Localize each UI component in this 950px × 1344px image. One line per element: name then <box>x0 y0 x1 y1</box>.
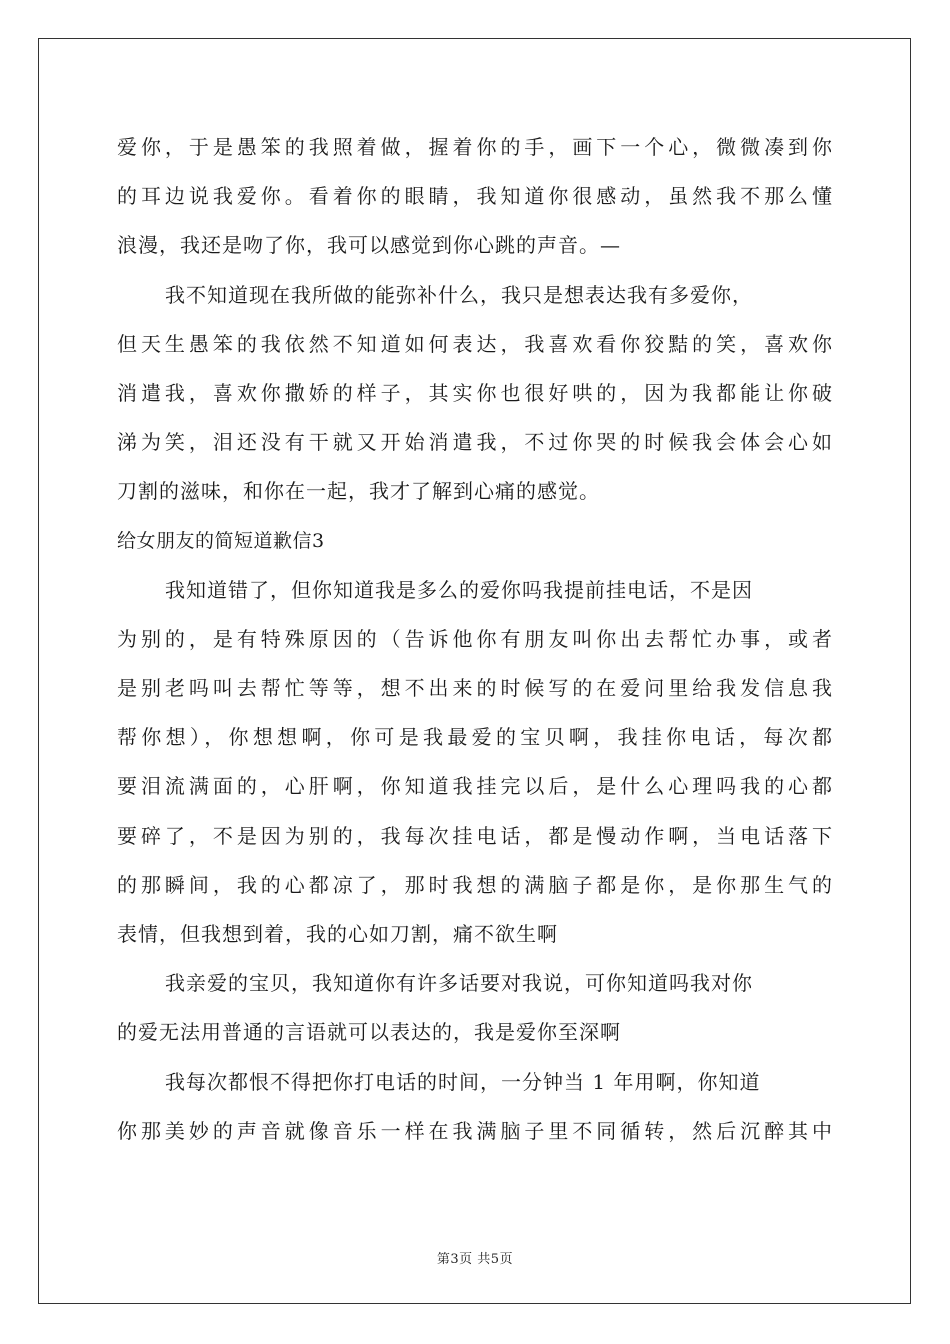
text-line: 为别的，是有特殊原因的（告诉他你有朋友叫你出去帮忙办事，或者 <box>117 626 833 651</box>
text-line: 帮你想），你想想啊，你可是我最爱的宝贝啊，我挂你电话，每次都 <box>117 725 833 750</box>
text-line: 是别老吗叫去帮忙等等，想不出来的时候写的在爱问里给我发信息我 <box>117 676 833 701</box>
text-line: 涕为笑，泪还没有干就又开始消遣我，不过你哭的时候我会体会心如 <box>117 430 833 455</box>
text-line: 浪漫，我还是吻了你，我可以感觉到你心跳的声音。— <box>117 233 621 258</box>
document-body <box>117 123 833 1156</box>
text-line: 要碎了，不是因为别的，我每次挂电话，都是慢动作啊，当电话落下 <box>117 823 833 848</box>
paragraph-first-line: 我不知道现在我所做的能弥补什么，我只是想表达我有多爱你， <box>165 282 753 307</box>
text-line: 你那美妙的声音就像音乐一样在我满脑子里不同循转，然后沉醉其中 <box>117 1118 833 1143</box>
section-heading: 给女朋友的简短道歉信3 <box>117 529 325 552</box>
text-line: 爱你，于是愚笨的我照着做，握着你的手，画下一个心，微微凑到你 <box>117 135 833 159</box>
paragraph-first-line: 我亲爱的宝贝，我知道你有许多话要对我说，可你知道吗我对你 <box>165 971 753 996</box>
text-line: 的耳边说我爱你。看着你的眼睛，我知道你很感动，虽然我不那么懂 <box>117 184 833 209</box>
text-line: 但天生愚笨的我依然不知道如何表达，我喜欢看你狡黠的笑，喜欢你 <box>117 331 833 356</box>
text-line: 表情，但我想到着，我的心如刀割，痛不欲生啊 <box>117 922 558 946</box>
text-line: 消遣我，喜欢你撒娇的样子，其实你也很好哄的，因为我都能让你破 <box>117 380 833 405</box>
page-number-footer: 第3页 共5页 <box>436 1252 514 1267</box>
paragraph-first-line: 我知道错了，但你知道我是多么的爱你吗我提前挂电话，不是因 <box>165 577 753 602</box>
paragraph-first-line: 我每次都恨不得把你打电话的时间，一分钟当 1 年用啊，你知道 <box>165 1069 761 1094</box>
text-line: 要泪流满面的，心肝啊，你知道我挂完以后，是什么心理吗我的心都 <box>117 774 833 799</box>
text-line: 的爱无法用普通的言语就可以表达的，我是爱你至深啊 <box>117 1020 621 1045</box>
text-line: 的那瞬间，我的心都凉了，那时我想的满脑子都是你，是你那生气的 <box>117 872 833 897</box>
text-line: 刀割的滋味，和你在一起，我才了解到心痛的感觉。 <box>117 479 600 504</box>
